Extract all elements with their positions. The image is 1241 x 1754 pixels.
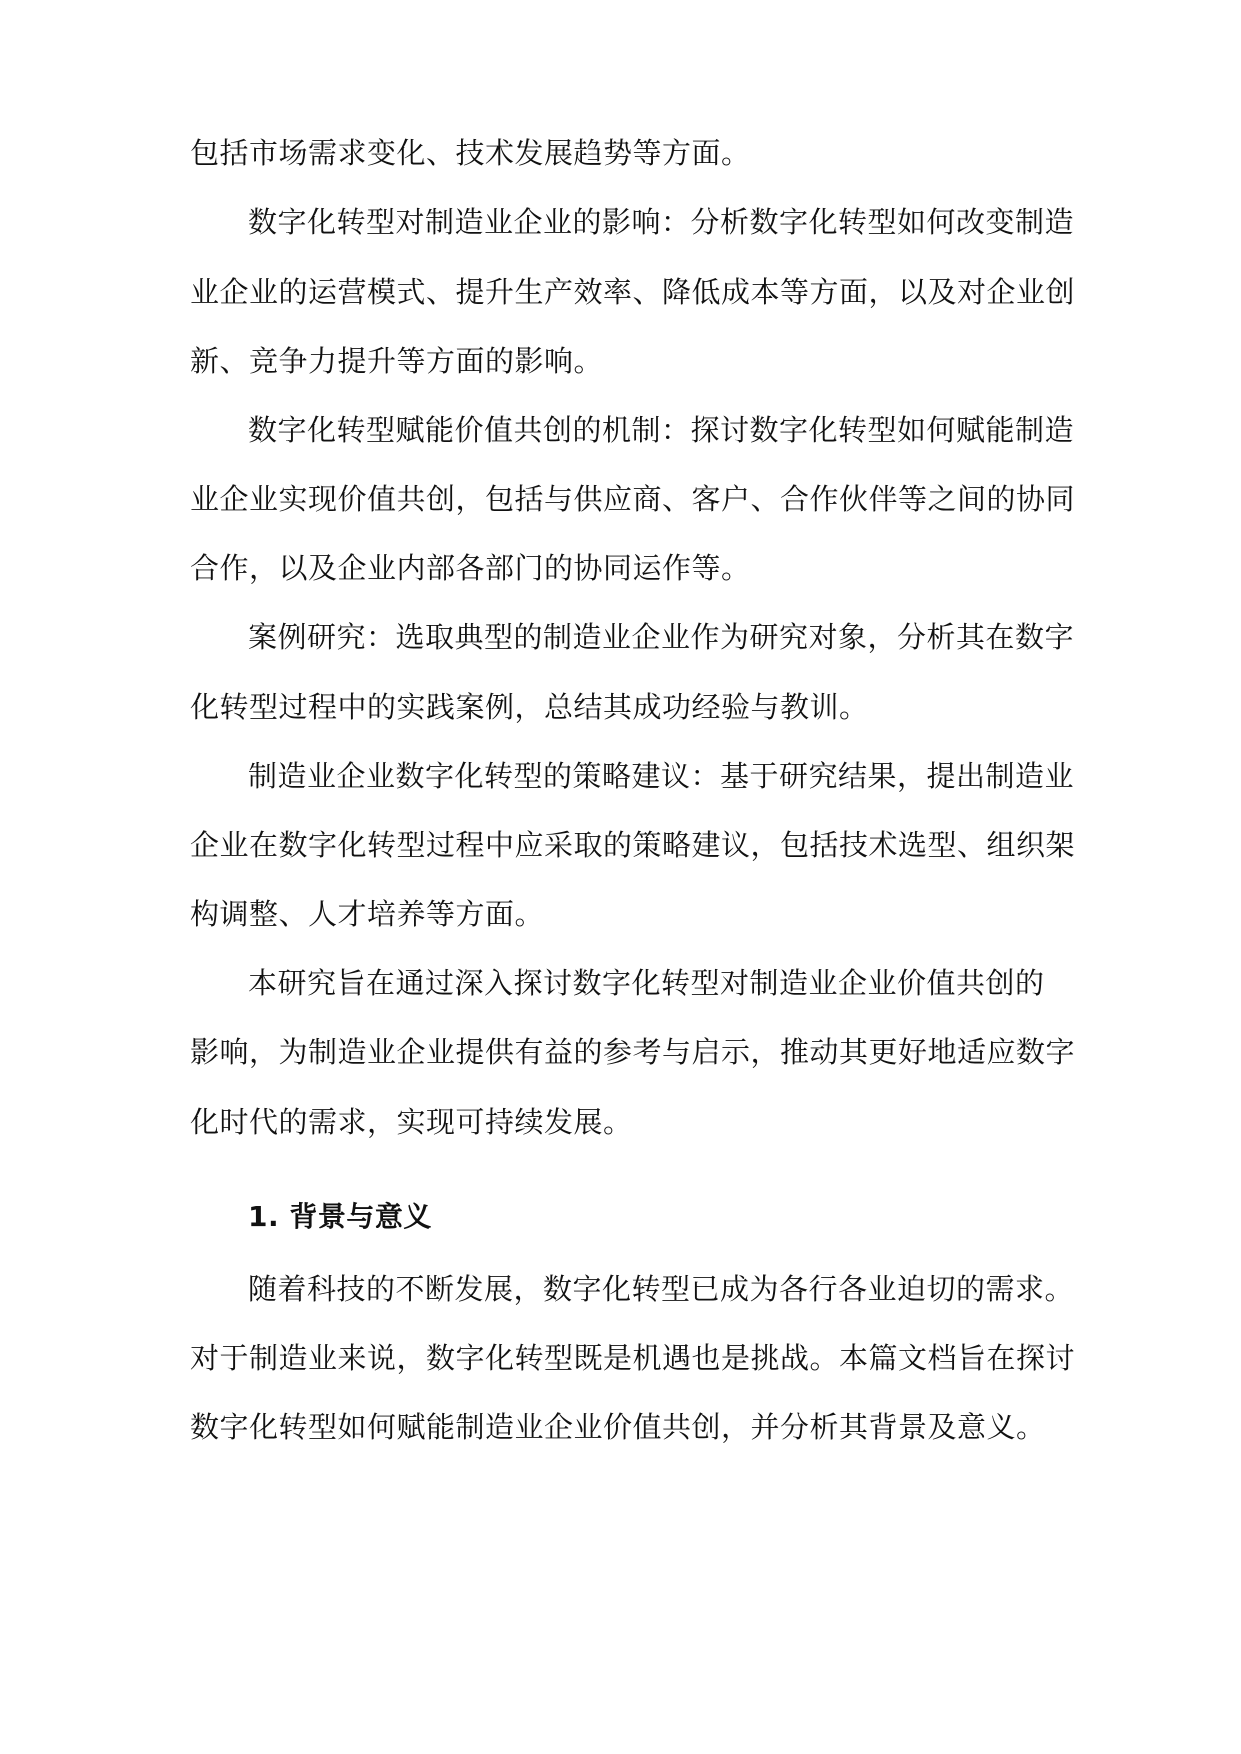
paragraph-start: 案例研究：选取典型的制造业企业作为研究对象，分析其在数字 bbox=[248, 620, 1075, 654]
paragraph-start: 随着科技的不断发展，数字化转型已成为各行各业迫切的需求。 bbox=[248, 1272, 1075, 1306]
text-line: 影响，为制造业企业提供有益的参考与启示，推动其更好地适应数字 bbox=[190, 1035, 1076, 1069]
text-line: 对于制造业来说，数字化转型既是机遇也是挑战。本篇文档旨在探讨 bbox=[190, 1341, 1076, 1375]
text-line: 包括市场需求变化、技术发展趋势等方面。 bbox=[190, 136, 751, 170]
paragraph-start: 数字化转型赋能价值共创的机制：探讨数字化转型如何赋能制造 bbox=[248, 413, 1075, 447]
text-line: 合作，以及企业内部各部门的协同运作等。 bbox=[190, 551, 751, 585]
text-line: 数字化转型如何赋能制造业企业价值共创，并分析其背景及意义。 bbox=[190, 1410, 1046, 1444]
paragraph-start: 数字化转型对制造业企业的影响：分析数字化转型如何改变制造 bbox=[248, 205, 1075, 239]
text-line: 构调整、人才培养等方面。 bbox=[190, 897, 545, 931]
text-line: 业企业的运营模式、提升生产效率、降低成本等方面，以及对企业创 bbox=[190, 275, 1076, 309]
text-line: 业企业实现价值共创，包括与供应商、客户、合作伙伴等之间的协同 bbox=[190, 482, 1076, 516]
text-line: 化转型过程中的实践案例，总结其成功经验与教训。 bbox=[190, 690, 869, 724]
paragraph-start: 本研究旨在通过深入探讨数字化转型对制造业企业价值共创的 bbox=[248, 966, 1045, 1000]
text-line: 化时代的需求，实现可持续发展。 bbox=[190, 1105, 633, 1139]
section-heading: 1. 背景与意义 bbox=[248, 1200, 432, 1233]
text-line: 新、竞争力提升等方面的影响。 bbox=[190, 344, 604, 378]
text-line: 企业在数字化转型过程中应采取的策略建议，包括技术选型、组织架 bbox=[190, 828, 1076, 862]
paragraph-start: 制造业企业数字化转型的策略建议：基于研究结果，提出制造业 bbox=[248, 759, 1075, 793]
